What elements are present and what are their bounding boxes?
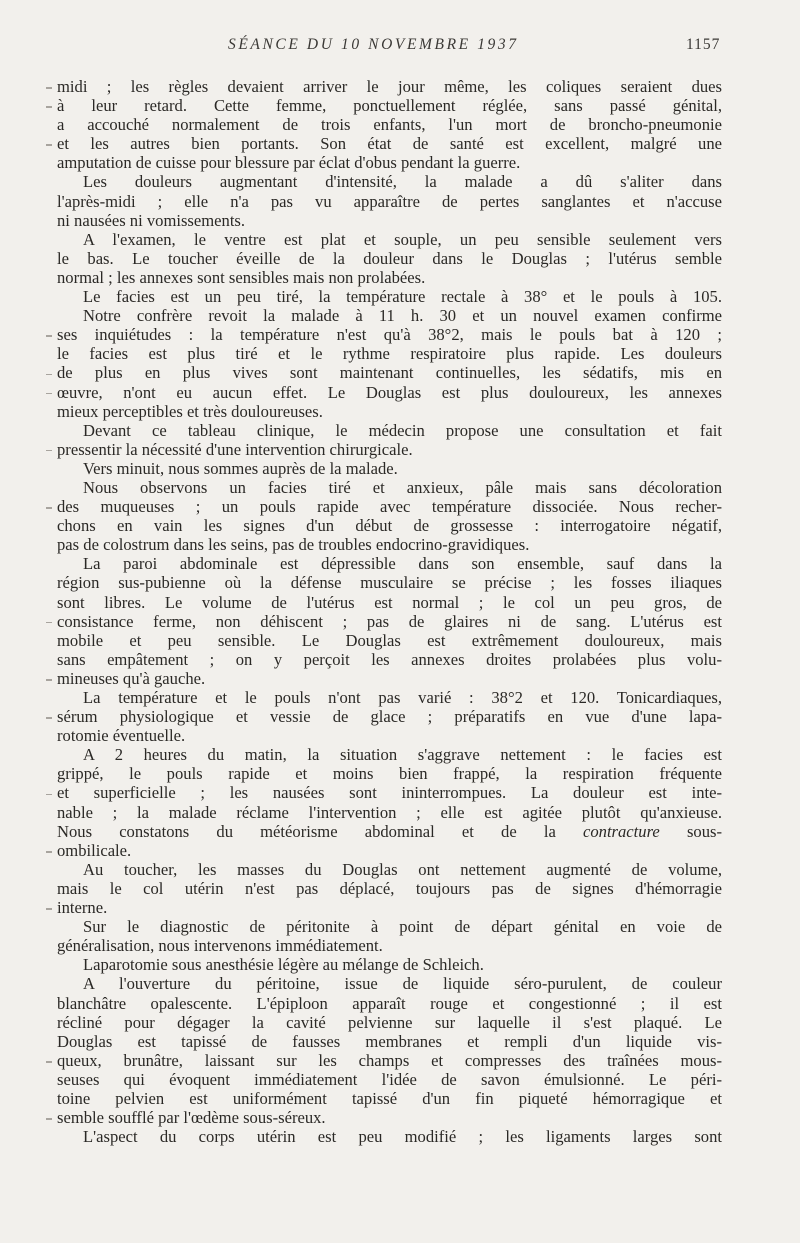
text-line: normal ; les annexes sont sensibles mais non prolabées.	[57, 267, 426, 287]
text-line: Devant ce tableau clinique, le médecin propose une consultation et fait	[83, 420, 722, 440]
text-line: Notre confrère revoit la malade à 11 h. 30 et un nouvel examen confirme	[83, 306, 722, 326]
text-line: Nous observons un facies tiré et anxieux, pâle mais sans décoloration	[83, 477, 722, 497]
text-line: Vers minuit, nous sommes auprès de la malade.	[83, 458, 398, 478]
text-line: amputation de cuisse pour blessure par éclat d'obus pendant la guerre.	[57, 153, 521, 173]
text-line: seuses qui évoquent immédiatement l'idée de savon émulsionné. Le péri-	[57, 1069, 722, 1089]
emphasis-text: contracture	[582, 821, 660, 841]
margin-tick-mark	[46, 507, 52, 509]
margin-tick-mark	[46, 374, 52, 376]
text-line: et superficielle ; les nausées sont ininterrompues. La douleur est inte-	[57, 783, 722, 803]
text-line: Douglas est tapissé de fausses membranes et rempli d'un liquide vis-	[57, 1031, 722, 1051]
text-line: œuvre, n'ont eu aucun effet. Le Douglas est plus douloureux, les annexes	[57, 382, 722, 402]
text-line: région sus-pubienne où la défense musculaire se précise ; les fosses iliaques	[57, 573, 722, 593]
text-line: Sur le diagnostic de péritonite à point de départ génital en voie de	[83, 917, 722, 937]
text-line: des muqueuses ; un pouls rapide avec température dissociée. Nous recher-	[57, 497, 722, 517]
text-line: Le facies est un peu tiré, la température rectale à 38° et le pouls à 105.	[83, 287, 722, 307]
margin-tick-mark	[46, 87, 52, 89]
margin-tick-mark	[46, 851, 52, 853]
text-line: interne.	[57, 898, 108, 918]
text-line: sérum physiologique et vessie de glace ; préparatifs en vue d'une lapa-	[57, 707, 722, 727]
margin-tick-mark	[46, 335, 52, 337]
text-line: l'après-midi ; elle n'a pas vu apparaître de pertes sanglantes et n'accuse	[57, 191, 722, 211]
text-line: pressentir la nécessité d'une intervention chirurgicale.	[57, 439, 413, 459]
text-line: nable ; la malade réclame l'intervention ; elle est agitée plutôt qu'anxieuse.	[57, 802, 722, 822]
body-text	[57, 77, 722, 1146]
text-line: queux, brunâtre, laissant sur les champs et compresses des traînées mous-	[57, 1050, 722, 1070]
text-line: à leur retard. Cette femme, ponctuellement réglée, sans passé génital,	[57, 96, 722, 116]
text-line: ombilicale.	[57, 840, 132, 860]
text-line: Laparotomie sous anesthésie légère au mélange de Schleich.	[83, 955, 484, 975]
text-line: A l'ouverture du péritoine, issue de liquide séro-purulent, de couleur	[83, 974, 722, 994]
text-line: mais le col utérin n'est pas déplacé, toujours pas de signes d'hémorragie	[57, 878, 722, 898]
text-line: Les douleurs augmentant d'intensité, la malade a dû s'aliter dans	[83, 172, 722, 192]
running-header	[0, 36, 800, 58]
text-line: de plus en plus vives sont maintenant continuelles, les sédatifs, mis en	[57, 363, 722, 383]
text-line: sont libres. Le volume de l'utérus est normal ; le col un peu gros, de	[57, 592, 722, 612]
text-line: blanchâtre opalescente. L'épiploon apparaît rouge et congestionné ; il est	[57, 993, 722, 1013]
margin-tick-mark	[46, 908, 52, 910]
text-line: L'aspect du corps utérin est peu modifié ; les ligaments larges sont	[83, 1127, 722, 1147]
margin-tick-mark	[46, 1118, 52, 1120]
text-line: La paroi abdominale est dépressible dans son ensemble, sauf dans la	[83, 554, 722, 574]
text-line: consistance ferme, non déhiscent ; pas de glaires ni de sang. L'utérus est	[57, 611, 722, 631]
margin-tick-mark	[46, 679, 52, 681]
margin-tick-mark	[46, 1061, 52, 1063]
text-line: La température et le pouls n'ont pas varié : 38°2 et 120. Tonicardiaques,	[83, 688, 722, 707]
text-line: et les autres bien portants. Son état de santé est excellent, malgré une	[57, 134, 722, 154]
margin-tick-mark	[46, 717, 52, 719]
margin-tick-mark	[46, 794, 52, 796]
text-line: le bas. Le toucher éveille de la douleur dans le Douglas ; l'utérus semble	[57, 248, 722, 268]
margin-tick-mark	[46, 450, 52, 452]
text-line: ses inquiétudes : la température n'est qu'à 38°2, mais le pouls bat à 120 ;	[57, 325, 722, 345]
text-line: mobile et peu sensible. Le Douglas est extrêmement douloureux, mais	[57, 630, 722, 650]
margin-tick-mark	[46, 106, 52, 108]
margin-tick-mark	[46, 393, 52, 395]
text-line: toine pelvien est uniformément tapissé d'un fin piqueté hémorragique et	[57, 1088, 722, 1108]
text-line: Au toucher, les masses du Douglas ont nettement augmenté de volume,	[83, 859, 722, 879]
text-line: grippé, le pouls rapide et moins bien frappé, la respiration fréquente	[57, 764, 722, 784]
text-line: Nous constatons du météorisme abdominal et de la contracture sous-	[57, 821, 722, 841]
text-line: A 2 heures du matin, la situation s'aggrave nettement : le facies est	[83, 745, 722, 765]
text-line: mieux perceptibles et très douloureuses.	[57, 401, 323, 421]
text-line: midi ; les règles devaient arriver le jour même, les coliques seraient dues	[57, 77, 722, 96]
text-line: pas de colostrum dans les seins, pas de troubles endocrino-gravidiques.	[57, 535, 530, 555]
page-number: 1157	[686, 36, 721, 53]
margin-tick-mark	[46, 622, 52, 624]
margin-tick-mark	[46, 144, 52, 146]
text-line: a accouché normalement de trois enfants, l'un mort de broncho-pneumonie	[57, 115, 722, 135]
text-line: chons en vain les signes d'un début de grossesse : interrogatoire négatif,	[57, 516, 722, 536]
text-line: récliné pour dégager la cavité pelvienne sur laquelle il s'est plaqué. Le	[57, 1012, 722, 1032]
text-line: ni nausées ni vomissements.	[57, 210, 246, 230]
header-title: SÉANCE DU 10 NOVEMBRE 1937	[228, 36, 519, 53]
text-line: A l'examen, le ventre est plat et souple, un peu sensible seulement vers	[83, 229, 722, 249]
text-line: mineuses qu'à gauche.	[57, 668, 206, 688]
text-line: rotomie éventuelle.	[57, 726, 186, 746]
text-line: sans empâtement ; on y perçoit les annexes droites prolabées plus volu-	[57, 649, 722, 669]
text-line: semble soufflé par l'œdème sous-séreux.	[57, 1108, 326, 1128]
text-line: le facies est plus tiré et le rythme respiratoire plus rapide. Les douleurs	[57, 344, 722, 364]
text-line: généralisation, nous intervenons immédiatement.	[57, 936, 383, 956]
